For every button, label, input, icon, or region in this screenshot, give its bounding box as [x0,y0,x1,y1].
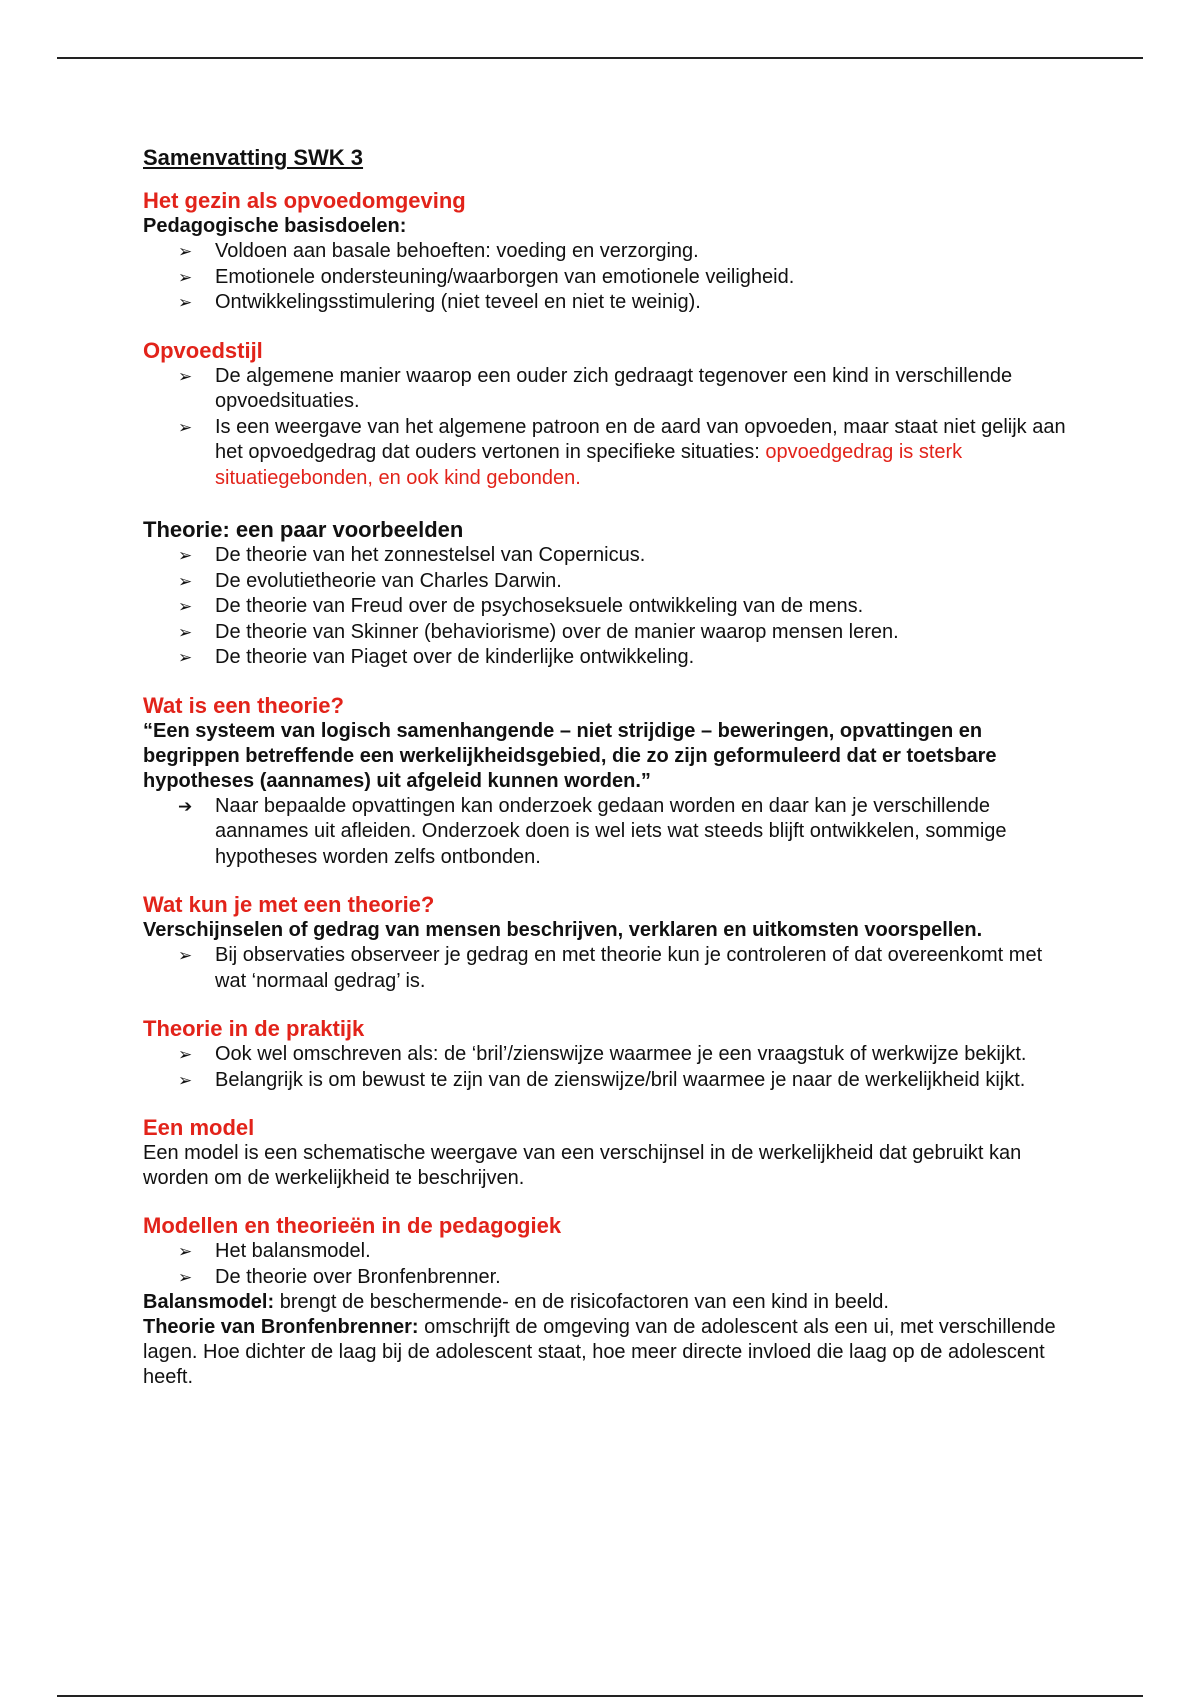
arrowhead-bullet-icon: ➢ [178,648,193,667]
paragraph: Een model is een schematische weergave van een verschijnsel in de werkelijkheid dat gebruikt kan worden om de werkelijkheid te beschrijven. [143,1142,1022,1189]
top-rule [57,57,1143,59]
section-heading: Modellen en theorieën in de pedagogiek [143,1213,562,1238]
arrowhead-bullet-icon: ➢ [178,242,193,261]
bronfenbrenner-paragraph: Theorie van Bronfenbrenner: omschrijft de omgeving van de adolescent als een ui, met verschillende lagen. Hoe dichter de laag bij de adolescent staat, hoe meer directe invloed die laag op de adolescent heeft. [143,1316,1056,1388]
section-heading: Theorie in de praktijk [143,1016,365,1041]
arrowhead-bullet-icon: ➢ [178,597,193,616]
section-subheading: Pedagogische basisdoelen: [143,215,407,237]
list-item: ➢ De theorie van Skinner (behaviorisme) over de manier waarop mensen leren. [178,620,1073,646]
arrowhead-bullet-icon: ➢ [178,1070,193,1090]
arrowhead-bullet-icon: ➢ [178,417,193,437]
section-opvoedstijl [143,338,1073,492]
list-item: ➢ De theorie van Piaget over de kinderlijke ontwikkeling. [178,645,1073,671]
arrow-right-icon: ➔ [178,796,193,816]
arrowhead-bullet-icon: ➢ [178,293,193,312]
list-item: ➢ Ontwikkelingsstimulering (niet teveel en niet te weinig). [178,290,1073,316]
arrowhead-bullet-icon: ➢ [178,267,193,287]
balansmodel-paragraph: Balansmodel: brengt de beschermende- en de risicofactoren van een kind in beeld. [143,1291,889,1313]
section-wat-kun-je [143,892,1073,994]
section-gezin [143,188,1073,316]
section-model [143,1115,1073,1191]
section-heading: Wat kun je met een theorie? [143,892,435,917]
bullet-list [143,364,1073,492]
list-item: ➢ Voldoen aan basale behoeften: voeding en verzorging. [178,239,1073,265]
section-subheading: Verschijnselen of gedrag van mensen beschrijven, verklaren en uitkomsten voorspellen. [143,919,983,941]
arrowhead-bullet-icon: ➢ [178,946,193,965]
section-heading: Een model [143,1115,255,1140]
list-item: ➢ Belangrijk is om bewust te zijn van de zienswijze/bril waarmee je naar de werkelijkheid kijkt. [178,1068,1073,1094]
arrowhead-bullet-icon: ➢ [178,571,193,591]
list-item: ➢ De theorie van Freud over de psychoseksuele ontwikkeling van de mens. [178,594,1073,620]
list-item: ➢ Ook wel omschreven als: de ‘bril’/zienswijze waarmee je een vraagstuk of werkwijze bekijkt. [178,1042,1073,1068]
list-item: ➔ Naar bepaalde opvattingen kan onderzoek gedaan worden en daar kan je verschillende aannames uit afleiden. Onderzoek doen is wel iets wat steeds blijft ontwikkelen, sommige hypotheses worden zelfs ontbonden. [178,794,1007,868]
bullet-list [143,1042,1073,1093]
list-item: ➢ Emotionele ondersteuning/waarborgen van emotionele veiligheid. [178,265,1073,291]
arrowhead-bullet-icon: ➢ [178,366,193,386]
list-item: ➢ De theorie van het zonnestelsel van Copernicus. [178,543,1073,569]
bullet-list [143,543,1073,671]
list-item: ➢ De theorie over Bronfenbrenner. [178,1265,1073,1291]
section-heading: Wat is een theorie? [143,692,344,718]
section-wat-is-theorie [143,693,1073,871]
list-item: ➢ Is een weergave van het algemene patroon en de aard van opvoeden, maar staat niet gelijk aan het opvoedgedrag dat ouders vertonen in specifieke situaties: opvoedgedrag is sterk situatiegebonden, en ook kind gebonden. [178,415,1066,489]
highlighted-text: opvoedgedrag is sterk situatiegebonden, en ook kind gebonden. [215,441,963,489]
list-item: ➢ De algemene manier waarop een ouder zich gedraagt tegenover een kind in verschillende opvoedsituaties. [178,364,1013,412]
document-page [143,144,1073,1412]
arrowhead-bullet-icon: ➢ [178,1267,193,1287]
definition-quote: “Een systeem van logisch samenhangende – niet strijdige – beweringen, opvattingen en begrippen betreffende een werkelijkheidsgebied, die zo zijn geformuleerd dat er toetsbare hypotheses (aannames) uit afgeleid kunnen worden.” [143,719,997,792]
section-modellen [143,1213,1073,1390]
list-item: ➢ Bij observaties observeer je gedrag en met theorie kun je controleren of dat overeenkomt met wat ‘normaal gedrag’ is. [178,944,1043,992]
bottom-rule [57,1695,1143,1697]
section-heading: Het gezin als opvoedomgeving [143,188,466,213]
list-item: ➢ De evolutietheorie van Charles Darwin. [178,569,1073,595]
bullet-list [143,1239,1073,1290]
term-label: Balansmodel: [143,1291,275,1313]
section-praktijk [143,1016,1073,1093]
section-theorie-voorbeelden [143,517,1073,671]
section-heading: Opvoedstijl [143,337,263,363]
arrowhead-bullet-icon: ➢ [178,1045,193,1064]
list-item: ➢ Het balansmodel. [178,1239,1073,1265]
term-label: Theorie van Bronfenbrenner: [143,1316,419,1338]
bullet-list [143,239,1073,316]
arrowhead-bullet-icon: ➢ [178,622,193,642]
bullet-list [143,943,1073,994]
arrow-list [143,794,1073,871]
arrowhead-bullet-icon: ➢ [178,1242,193,1261]
document-title: Samenvatting SWK 3 [143,145,364,170]
arrowhead-bullet-icon: ➢ [178,546,193,565]
section-heading: Theorie: een paar voorbeelden [143,517,464,542]
